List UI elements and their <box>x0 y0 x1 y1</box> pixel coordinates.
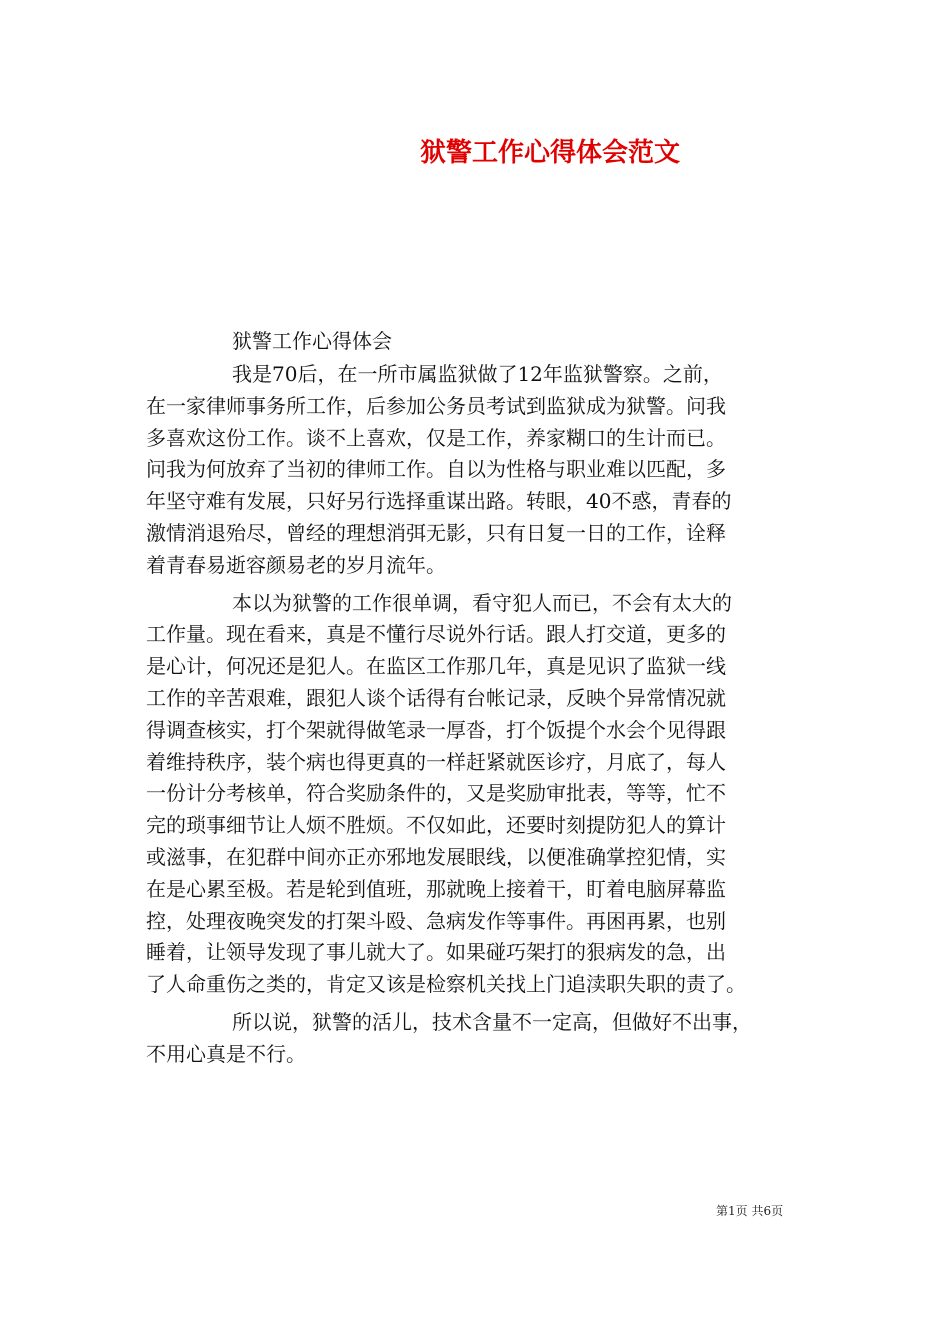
paragraph-2 <box>146 588 810 1001</box>
paragraph-line: 完的琐事细节让人烦不胜烦。不仅如此，还要时刻提防犯人的算计 <box>146 813 726 838</box>
paragraph-line: 问我为何放弃了当初的律师工作。自以为性格与职业难以匹配，多 <box>146 457 726 482</box>
paragraph-line: 所以说，狱警的活儿，技术含量不一定高，但做好不出事， <box>232 1009 752 1034</box>
paragraph-line: 控，处理夜晚突发的打架斗殴、急病发作等事件。再困再累，也别 <box>146 908 726 933</box>
paragraph-line: 本以为狱警的工作很单调，看守犯人而已，不会有太大的 <box>232 590 732 615</box>
paragraph-line: 工作量。现在看来，真是不懂行尽说外行话。跟人打交道，更多的 <box>146 622 726 647</box>
paragraph-line: 是心计，何况还是犯人。在监区工作那几年，真是见识了监狱一线 <box>146 654 726 679</box>
paragraph-line: 睡着，让领导发现了事儿就大了。如果碰巧架打的狠病发的急，出 <box>146 940 726 965</box>
document-body <box>146 359 810 1071</box>
paragraph-line: 激情消退殆尽，曾经的理想消弭无影，只有日复一日的工作，诠释 <box>146 520 726 545</box>
paragraph-line: 或滋事，在犯群中间亦正亦邪地发展眼线，以便准确掌控犯情，实 <box>146 844 726 869</box>
paragraph-line: 了人命重伤之类的，肯定又该是检察机关找上门追渎职失职的责了。 <box>146 972 746 997</box>
paragraph-line: 着维持秩序，装个病也得更真的一样赶紧就医诊疗，月底了，每人 <box>146 749 726 774</box>
paragraph-3 <box>146 1007 810 1071</box>
paragraph-line: 不用心真是不行。 <box>146 1041 306 1066</box>
document-subtitle: 狱警工作心得体会 <box>232 329 392 353</box>
paragraph-line: 多喜欢这份工作。谈不上喜欢，仅是工作，养家糊口的生计而已。 <box>146 425 726 450</box>
paragraph-line: 工作的辛苦艰难，跟犯人谈个话得有台帐记录，反映个异常情况就 <box>146 685 726 710</box>
paragraph-line: 我是70后，在一所市属监狱做了12年监狱警察。之前， <box>232 362 723 386</box>
paragraph-line: 年坚守难有发展，只好另行选择重谋出路。转眼，40不惑，青春的 <box>146 489 732 514</box>
paragraph-line: 得调查核实，打个架就得做笔录一厚沓，打个饭提个水会个见得跟 <box>146 717 726 742</box>
document-title: 狱警工作心得体会范文 <box>419 138 680 168</box>
paragraph-line: 在是心累至极。若是轮到值班，那就晚上接着干，盯着电脑屏幕监 <box>146 876 726 901</box>
paragraph-line: 在一家律师事务所工作，后参加公务员考试到监狱成为狱警。问我 <box>146 393 726 418</box>
paragraph-line: 一份计分考核单，符合奖励条件的，又是奖励审批表，等等，忙不 <box>146 781 726 806</box>
page-number: 第1页 共6页 <box>716 1204 784 1218</box>
paragraph-1 <box>146 359 810 582</box>
paragraph-line: 着青春易逝容颜易老的岁月流年。 <box>146 552 446 577</box>
